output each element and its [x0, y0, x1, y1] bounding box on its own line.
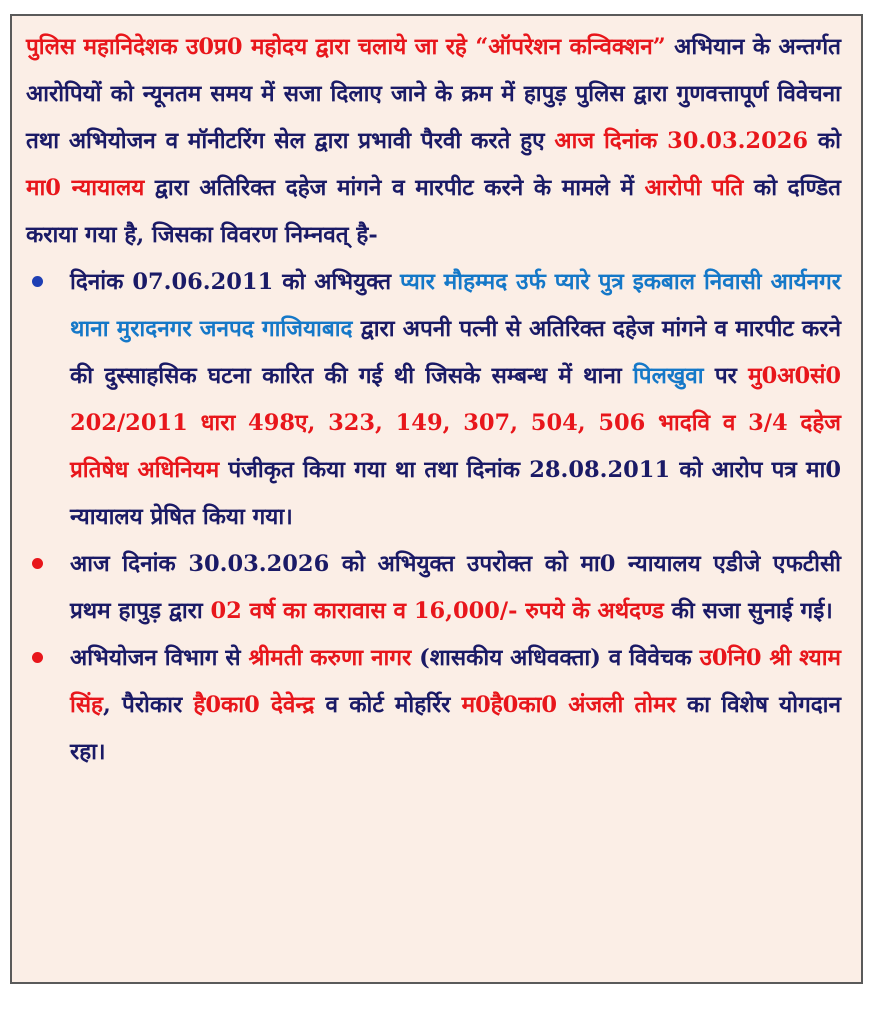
operation-title: पुलिस महानिदेशक उ0प्र0 महोदय द्वारा चलाये जा रहे “ऑपरेशन कन्विक्शन”: [26, 34, 666, 60]
b1-text-2: द्वारा अपनी पत्नी से अतिरिक्त दहेज मांगने व मारपीट करने की दुस्साहसिक घटना कारित की गई थी जिसके सम्बन्ध में थाना: [70, 316, 841, 389]
b3-text-2: (शासकीय अधिवक्ता) व विवेचक: [411, 645, 700, 671]
judgment-date: आज दिनांक 30.03.2026: [554, 128, 809, 154]
b3-text-5: का विशेष योगदान रहा।: [70, 692, 841, 765]
b3-text-1: अभियोजन विभाग से: [70, 645, 249, 671]
sentence-details: 02 वर्ष का कारावास व 16,000/- रुपये के अर्थदण्ड: [210, 598, 664, 624]
intro-text-2: को: [808, 128, 841, 154]
moharrir-name: म0है0का0 अंजली तोमर: [461, 692, 676, 718]
b2-text-1: आज दिनांक 30.03.2026 को अभियुक्त उपरोक्त को मा0 न्यायालय एडीजे एफटीसी प्रथम हापुड़ द्वारा: [70, 551, 841, 624]
b1-text-3: पर: [703, 363, 749, 389]
accused-details: प्यार मौहम्मद उर्फ प्यारे पुत्र इकबाल निवासी आर्यनगर थाना मुरादनगर जनपद गाजियाबाद: [70, 269, 841, 342]
bullet-icon: [32, 652, 43, 663]
list-item: [26, 259, 841, 541]
list-item: [26, 635, 841, 776]
b1-text-1: दिनांक 07.06.2011 को अभियुक्त: [70, 269, 400, 295]
b2-text-2: की सजा सुनाई गई।: [663, 598, 833, 624]
investigator-name: उ0नि0 श्री श्याम सिंह: [70, 645, 841, 718]
bullet-icon: [32, 276, 43, 287]
prosecutor-name: श्रीमती करुणा नागर: [248, 645, 412, 671]
intro-paragraph: [26, 24, 841, 259]
intro-text-3: द्वारा अतिरिक्त दहेज मांगने व मारपीट करने के मामले में: [144, 175, 645, 201]
pairokar-name: है0का0 देवेन्द्र: [193, 692, 315, 718]
press-note-panel: [10, 14, 863, 984]
details-list: [26, 259, 841, 776]
intro-text-4: को दण्डित कराया गया है, जिसका विवरण निम्नवत् है-: [26, 175, 841, 248]
bullet-icon: [32, 558, 43, 569]
intro-text-1: अभियान के अन्तर्गत आरोपियों को न्यूनतम समय में सजा दिलाए जाने के क्रम में हापुड़ पुलिस द्वारा गुणवत्तापूर्ण विवेचना तथा अभियोजन व मॉनीटरिंग सेल द्वारा प्रभावी पैरवी करते हुए: [26, 34, 841, 154]
b3-text-4: व कोर्ट मोहर्रिर: [314, 692, 462, 718]
case-sections: मु0अ0सं0 202/2011 धारा 498ए, 323, 149, 307, 504, 506 भादवि व 3/4 दहेज प्रतिषेध अधिनियम: [70, 363, 841, 483]
court-name: मा0 न्यायालय: [26, 175, 145, 201]
b3-text-3: , पैरोकार: [103, 692, 194, 718]
list-item: [26, 541, 841, 635]
police-station: पिलखुवा: [632, 363, 704, 389]
b1-text-4: पंजीकृत किया गया था तथा दिनांक 28.08.2011 को आरोप पत्र मा0 न्यायालय प्रेषित किया गया।: [70, 457, 841, 530]
accused-husband: आरोपी पति: [644, 175, 744, 201]
